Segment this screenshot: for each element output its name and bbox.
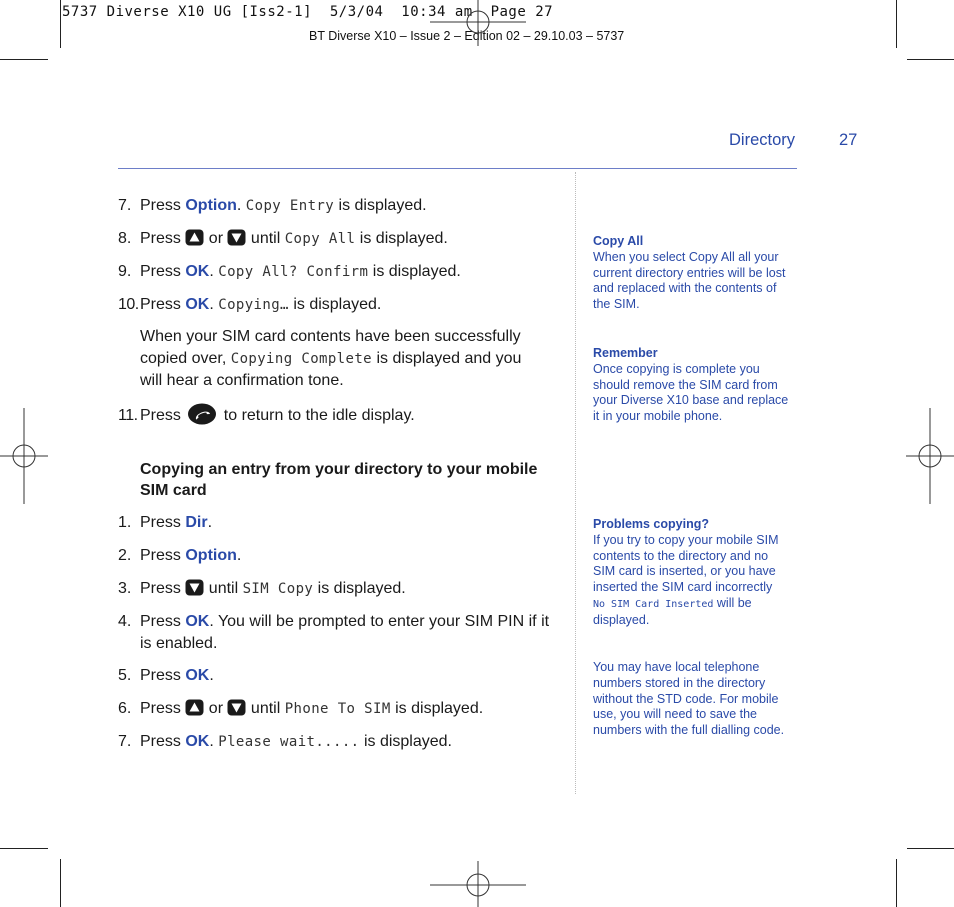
step-text: . xyxy=(207,514,213,531)
option-key: Option xyxy=(185,197,237,214)
side-note xyxy=(593,660,803,739)
step-item xyxy=(118,731,563,753)
note-line: numbers stored in the directory xyxy=(593,675,766,690)
step-text: or xyxy=(204,700,228,717)
down-arrow-icon xyxy=(227,699,246,716)
note-title: Remember xyxy=(593,346,658,360)
note-title: Problems copying? xyxy=(593,517,709,531)
step-number: 6. xyxy=(118,700,132,717)
note-line: contents to the directory and no xyxy=(593,548,769,563)
paragraph-line: copied over, xyxy=(140,350,231,367)
note-line: You may have local telephone xyxy=(593,660,760,674)
up-arrow-icon xyxy=(185,699,204,716)
display-text: Please wait..... xyxy=(218,734,360,750)
crop-mark xyxy=(907,848,954,849)
step-number: 2. xyxy=(118,547,132,564)
step-number: 7. xyxy=(118,197,132,214)
step-number: 4. xyxy=(118,613,132,630)
up-arrow-icon xyxy=(185,229,204,246)
note-line: inserted the SIM card incorrectly xyxy=(593,580,773,595)
crop-mark xyxy=(0,59,48,60)
ok-key: OK xyxy=(185,263,210,280)
crop-mark xyxy=(0,848,48,849)
registration-mark xyxy=(430,0,526,46)
crop-mark xyxy=(896,859,897,907)
dir-key: Dir xyxy=(185,514,208,531)
side-note xyxy=(593,517,803,629)
step-text: Press xyxy=(140,733,186,750)
registration-mark xyxy=(906,408,954,504)
step-text: Press xyxy=(140,667,186,684)
step-text: Press xyxy=(140,230,186,247)
edition-line: BT Diverse X10 – Issue 2 – Edition 02 – 29.10.03 – 5737 xyxy=(309,29,625,43)
note-line: it in your mobile phone. xyxy=(593,409,723,424)
step-text: . You will be prompted to enter your SIM PIN if it xyxy=(209,613,550,630)
step-text: . xyxy=(209,263,219,280)
step-text: Press xyxy=(140,197,186,214)
note-line: your Diverse X10 base and replace xyxy=(593,393,789,408)
registration-mark xyxy=(430,861,526,907)
header-rule xyxy=(118,168,797,169)
step-text: is displayed. xyxy=(288,296,382,313)
ok-key: OK xyxy=(185,667,210,684)
step-text: is displayed. xyxy=(355,230,448,247)
step-number: 1. xyxy=(118,514,132,531)
crop-mark xyxy=(60,0,61,48)
option-key: Option xyxy=(185,547,237,564)
step-text: . xyxy=(209,667,214,684)
registration-mark xyxy=(0,408,48,504)
step-text: Press xyxy=(140,263,186,280)
display-text: No SIM Card Inserted xyxy=(593,598,714,610)
note-line: will be xyxy=(713,595,752,610)
side-note xyxy=(593,234,803,313)
step-text: Press xyxy=(140,547,186,564)
step-text: is displayed. xyxy=(359,733,452,750)
note-line: displayed. xyxy=(593,612,650,627)
step-item xyxy=(118,228,563,250)
step-item xyxy=(118,545,563,567)
step-number: 8. xyxy=(118,230,132,247)
crop-mark xyxy=(60,859,61,907)
note-line: When you select Copy All all your xyxy=(593,249,779,264)
down-arrow-icon xyxy=(185,579,204,596)
note-line: the SIM. xyxy=(593,297,640,312)
step-text: is displayed. xyxy=(313,580,406,597)
note-line: Once copying is complete you xyxy=(593,361,760,376)
note-line: should remove the SIM card from xyxy=(593,377,778,392)
step-text: is displayed. xyxy=(334,197,427,214)
step-number: 10. xyxy=(118,296,139,313)
step-text: Press xyxy=(140,613,186,630)
step-text: Press xyxy=(140,407,186,424)
step-text: is displayed. xyxy=(390,700,484,717)
display-text: Copying Complete xyxy=(230,351,372,367)
print-slug: 5737 Diverse X10 UG [Iss2-1] 5/3/04 10:34 am Page 27 xyxy=(62,4,554,20)
display-text: SIM Copy xyxy=(242,581,314,597)
step-text: . xyxy=(236,197,246,214)
paragraph-line: is displayed and you xyxy=(372,350,522,367)
step-text: or xyxy=(204,230,228,247)
confirmation-paragraph xyxy=(140,326,521,392)
note-line: current directory entries will be lost xyxy=(593,265,786,280)
step-text: until xyxy=(246,230,285,247)
step-item xyxy=(118,195,563,217)
ok-key: OK xyxy=(185,613,210,630)
step-text: until xyxy=(204,580,243,597)
step-item xyxy=(118,698,563,720)
step-text: . xyxy=(236,547,242,564)
step-number: 5. xyxy=(118,667,132,684)
step-item xyxy=(118,403,563,427)
step-item xyxy=(118,294,563,316)
step-number: 9. xyxy=(118,263,132,280)
step-text: to return to the idle display. xyxy=(219,407,415,424)
crop-mark xyxy=(907,59,954,60)
note-line: SIM card is inserted, or you have xyxy=(593,564,776,579)
note-line: and replaced with the contents of xyxy=(593,281,777,296)
step-item xyxy=(118,261,563,283)
step-text: . xyxy=(209,296,219,313)
step-item xyxy=(118,512,563,534)
display-text: Phone To SIM xyxy=(284,701,391,717)
end-call-icon xyxy=(187,403,217,425)
step-text: is displayed. xyxy=(368,263,461,280)
step-text: . xyxy=(209,733,219,750)
ok-key: OK xyxy=(185,296,210,313)
step-text: Press xyxy=(140,580,186,597)
note-line: use, you will need to save the xyxy=(593,707,757,722)
step-item xyxy=(118,611,563,655)
page-number: 27 xyxy=(839,131,858,149)
step-item xyxy=(118,578,563,600)
step-text: Press xyxy=(140,514,186,531)
section-heading: Copying an entry from your directory to your mobile SIM card xyxy=(140,461,538,499)
step-number: 7. xyxy=(118,733,132,750)
step-text: Press xyxy=(140,700,186,717)
display-text: Copy All xyxy=(284,231,356,247)
column-divider xyxy=(575,172,576,794)
note-line: If you try to copy your mobile SIM xyxy=(593,532,779,547)
down-arrow-icon xyxy=(227,229,246,246)
step-number: 3. xyxy=(118,580,132,597)
display-text: Copy All? Confirm xyxy=(218,264,369,280)
crop-mark xyxy=(896,0,897,48)
step-text: Press xyxy=(140,296,186,313)
side-note xyxy=(593,346,803,425)
paragraph-line: When your SIM card contents have been successfully xyxy=(140,328,521,345)
step-number: 11. xyxy=(118,407,138,424)
display-text: Copy Entry xyxy=(245,198,335,214)
step-text: until xyxy=(246,700,285,717)
note-line: without the STD code. For mobile xyxy=(593,691,779,706)
paragraph-line: will hear a confirmation tone. xyxy=(140,372,344,389)
step-item xyxy=(118,665,563,687)
ok-key: OK xyxy=(185,733,210,750)
section-title: Directory xyxy=(729,131,796,149)
note-line: numbers with the full dialling code. xyxy=(593,723,785,738)
display-text: Copying… xyxy=(218,297,289,313)
note-title: Copy All xyxy=(593,234,644,248)
step-text: is enabled. xyxy=(140,635,218,652)
